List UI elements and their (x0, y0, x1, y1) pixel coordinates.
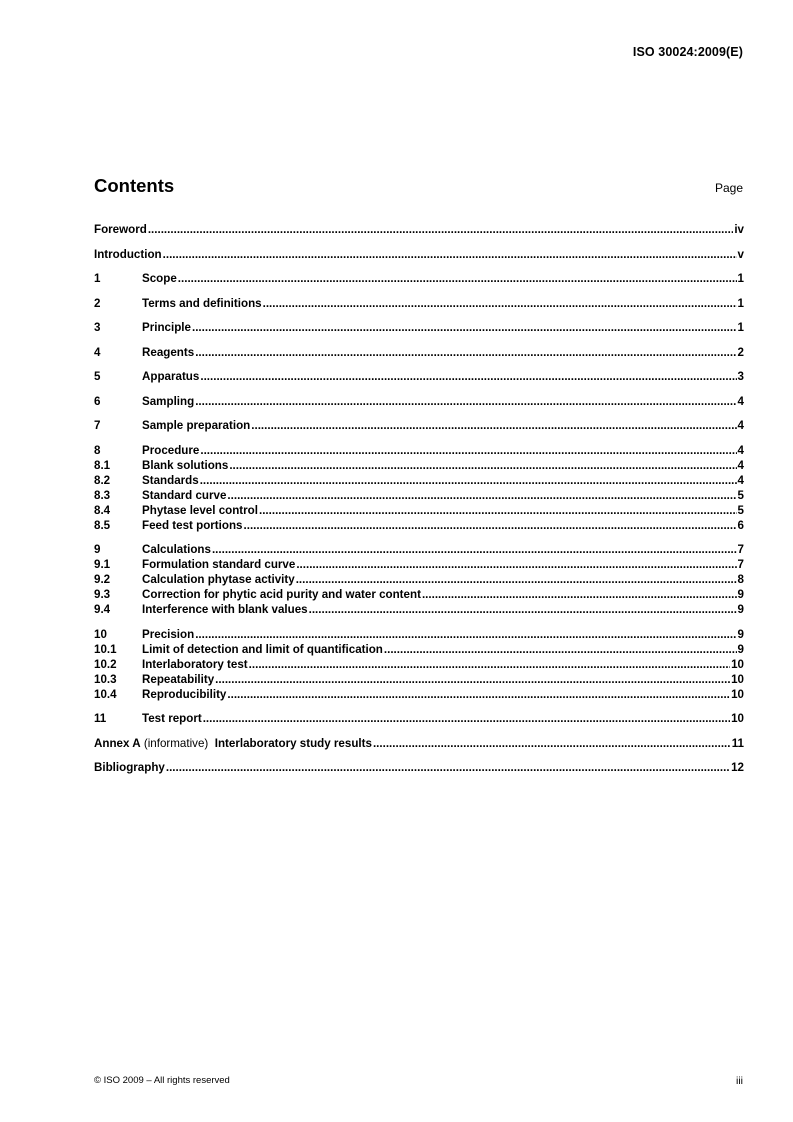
toc-entry-number: 10.1 (94, 642, 117, 656)
toc-entry-page: 10 (731, 687, 744, 701)
annex-prefix: Annex A (94, 736, 141, 750)
toc-entry-repeatability[interactable] (94, 672, 744, 687)
toc-entry-page: 5 (737, 503, 744, 517)
toc-entry-title: Introduction (94, 247, 162, 261)
toc-entry-number: 9.3 (94, 588, 111, 601)
toc-entry-title: Repeatability (142, 672, 215, 686)
dot-leader (373, 736, 731, 751)
toc-entry-title: Sample preparation (142, 419, 251, 432)
toc-entry-number: 9.2 (94, 573, 111, 586)
dot-leader (200, 369, 736, 384)
toc-entry-page: 6 (737, 518, 744, 532)
toc-entry-number: 8.3 (94, 488, 111, 502)
toc-entry-page: 1 (737, 321, 744, 334)
toc-entry-standards[interactable] (94, 473, 744, 488)
dot-leader (249, 657, 730, 672)
toc-entry-title: Sampling (142, 394, 195, 408)
toc-entry-page: 9 (737, 642, 744, 656)
toc-entry-page: 10 (731, 657, 744, 671)
toc-entry-number: 8.5 (94, 518, 111, 532)
toc-entry-reproducibility[interactable] (94, 687, 744, 702)
toc-entry-page: v (737, 247, 744, 261)
toc-entry-title: Correction for phytic acid purity and water content (142, 588, 421, 601)
toc-entry-page: 7 (737, 543, 744, 556)
toc-entry-number: 9.4 (94, 603, 111, 616)
toc-entry-title: Principle (142, 321, 191, 334)
toc-entry-title: Procedure (142, 443, 200, 457)
dot-leader (422, 587, 737, 602)
toc-entry-title: Reagents (142, 345, 195, 359)
annex-title: Interlaboratory study results (214, 736, 372, 750)
dot-leader (163, 247, 737, 262)
toc-entry-standard-curve[interactable] (94, 488, 744, 503)
toc-entry-introduction[interactable] (94, 247, 744, 262)
toc-entry-number: 11 (94, 712, 107, 725)
contents-heading: Contents (94, 175, 175, 196)
toc-entry-calculations[interactable] (94, 542, 744, 557)
toc-entry-feed-test-portions[interactable] (94, 518, 744, 533)
toc-entry-annex-a[interactable] (94, 736, 744, 751)
toc-entry-scope[interactable] (94, 271, 744, 286)
dot-leader (229, 458, 736, 473)
toc-entry-number: 9.1 (94, 558, 111, 571)
dot-leader (215, 672, 730, 687)
dot-leader (296, 557, 736, 572)
toc-entry-title: Feed test portions (142, 518, 243, 532)
toc-entry-page: iv (734, 223, 744, 236)
toc-entry-page: 9 (737, 603, 744, 616)
toc-entry-number: 10.4 (94, 687, 117, 701)
toc-entry-test-report[interactable] (94, 711, 744, 726)
toc-entry-correction-purity-water[interactable] (94, 587, 744, 602)
toc-entry-interference-blank-values[interactable] (94, 602, 744, 617)
dot-leader (195, 345, 736, 360)
toc-entry-page: 9 (737, 588, 744, 601)
toc-entry-page: 9 (737, 627, 744, 641)
toc-entry-number: 8 (94, 443, 101, 457)
toc-entry-number: 7 (94, 419, 101, 432)
toc-entry-number: 4 (94, 345, 101, 359)
toc-entry-page: 12 (731, 761, 744, 774)
dot-leader (227, 488, 736, 503)
toc-entry-page: 1 (737, 272, 744, 285)
dot-leader (227, 687, 730, 702)
dot-leader (203, 711, 730, 726)
dot-leader (200, 473, 737, 488)
dot-leader (195, 394, 736, 409)
dot-leader (296, 572, 737, 587)
dot-leader (263, 296, 737, 311)
toc-entry-page: 4 (737, 458, 744, 472)
toc-entry-title: Standard curve (142, 488, 227, 502)
dot-leader (192, 320, 737, 335)
toc-entry-title: Calculations (142, 543, 211, 556)
dot-leader (384, 642, 737, 657)
toc-entry-title: Standards (142, 473, 199, 487)
toc-entry-page: 2 (737, 345, 744, 359)
toc-entry-foreword[interactable] (94, 222, 744, 237)
toc-entry-terms[interactable] (94, 296, 744, 311)
toc-entry-page: 10 (731, 712, 744, 725)
toc-entry-number: 5 (94, 370, 101, 383)
toc-entry-page: 4 (737, 473, 744, 487)
dot-leader (259, 503, 737, 518)
toc-entry-title: Foreword (94, 223, 147, 236)
toc-entry-number: 1 (94, 272, 101, 285)
toc-entry-sample-preparation[interactable] (94, 418, 744, 433)
page-column-label: Page (714, 181, 743, 195)
toc-entry-title: Calculation phytase activity (142, 573, 295, 586)
toc-entry-phytase-level-control[interactable] (94, 503, 744, 518)
toc-entry-title: Terms and definitions (142, 296, 262, 310)
toc-entry-number: 2 (94, 296, 101, 310)
toc-entry-title (94, 736, 372, 751)
toc-entry-title: Test report (142, 712, 202, 725)
toc-entry-page: 4 (737, 394, 744, 408)
toc-entry-title: Limit of detection and limit of quantification (142, 642, 383, 656)
toc-entry-page: 7 (737, 558, 744, 571)
toc-entry-page: 5 (737, 488, 744, 502)
dot-leader (200, 443, 736, 458)
toc-entry-title: Bibliography (94, 761, 165, 774)
toc-entry-page: 10 (731, 672, 744, 686)
toc-entry-page: 3 (737, 370, 744, 383)
dot-leader (148, 222, 734, 237)
toc-entry-bibliography[interactable] (94, 760, 744, 775)
toc-entry-title: Formulation standard curve (142, 558, 296, 571)
toc-entry-number: 10 (94, 627, 107, 641)
toc-entry-number: 8.2 (94, 473, 111, 487)
toc-entry-number: 8.1 (94, 458, 111, 472)
toc-entry-interlaboratory-test[interactable] (94, 657, 744, 672)
toc-entry-page: 4 (737, 419, 744, 432)
toc-entry-title: Precision (142, 627, 195, 641)
toc-entry-page: 8 (737, 573, 744, 586)
toc-entry-title: Scope (142, 272, 177, 285)
toc-entry-number: 8.4 (94, 503, 111, 517)
dot-leader (178, 271, 737, 286)
toc-entry-number: 10.2 (94, 657, 117, 671)
toc-entry-number: 6 (94, 394, 101, 408)
toc-entry-title: Blank solutions (142, 458, 229, 472)
toc-entry-apparatus[interactable] (94, 369, 744, 384)
toc-entry-procedure[interactable] (94, 443, 744, 458)
toc-entry-principle[interactable] (94, 320, 744, 335)
document-id: ISO 30024:2009(E) (632, 45, 743, 59)
toc-entry-title: Interference with blank values (142, 603, 308, 616)
toc-entry-page: 4 (737, 443, 744, 457)
toc-entry-title: Reproducibility (142, 687, 227, 701)
page-number: iii (736, 1075, 743, 1087)
dot-leader (309, 602, 737, 617)
annex-note: (informative) (143, 736, 209, 750)
toc-entry-page: 1 (737, 296, 744, 310)
toc-entry-page: 11 (731, 736, 744, 750)
toc-entry-title: Phytase level control (142, 503, 258, 517)
toc-entry-number: 3 (94, 321, 101, 334)
toc-entry-calculation-phytase-activity[interactable] (94, 572, 744, 587)
toc-entry-sampling[interactable] (94, 394, 744, 409)
toc-entry-limit-detection[interactable] (94, 642, 744, 657)
copyright-notice: © ISO 2009 – All rights reserved (94, 1075, 230, 1086)
toc-entry-title: Interlaboratory test (142, 657, 248, 671)
toc-entry-blank-solutions[interactable] (94, 458, 744, 473)
dot-leader (212, 542, 737, 557)
dot-leader (244, 518, 737, 533)
table-of-contents (94, 222, 744, 775)
toc-entry-formulation-standard-curve[interactable] (94, 557, 744, 572)
dot-leader (251, 418, 736, 433)
toc-entry-title: Apparatus (142, 370, 200, 383)
toc-entry-number: 10.3 (94, 672, 117, 686)
dot-leader (166, 760, 730, 775)
toc-entry-precision[interactable] (94, 627, 744, 642)
dot-leader (195, 627, 736, 642)
toc-entry-number: 9 (94, 543, 101, 556)
toc-entry-reagents[interactable] (94, 345, 744, 360)
